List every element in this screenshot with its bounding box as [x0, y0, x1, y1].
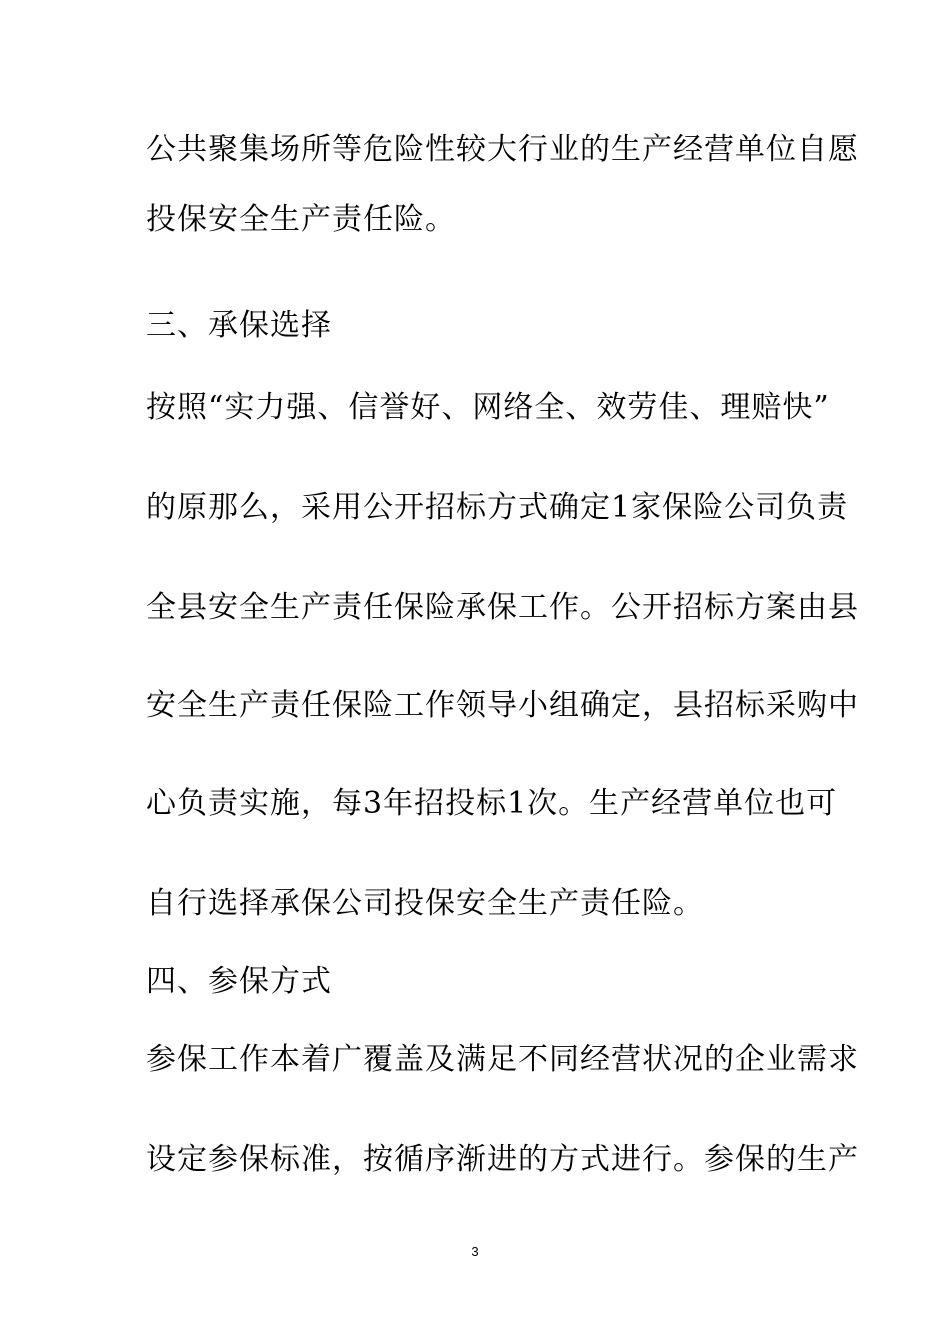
page-number: 3	[471, 1244, 479, 1259]
paragraph-line: 投保安全生产责任险。	[146, 202, 456, 237]
paragraph-line: 公共聚集场所等危险性较大行业的生产经营单位自愿	[146, 132, 859, 167]
paragraph-line: 参保工作本着广覆盖及满足不同经营状况的企业需求	[146, 1042, 859, 1077]
paragraph-line: 全县安全生产责任保险承保工作。公开招标方案由县	[146, 590, 859, 625]
section-heading: 三、承保选择	[146, 308, 332, 343]
paragraph-line: 安全生产责任保险工作领导小组确定，县招标采购中	[146, 688, 859, 723]
paragraph-line: 设定参保标准，按循序渐进的方式进行。参保的生产	[146, 1142, 859, 1177]
paragraph-line: 的原那么，采用公开招标方式确定1家保险公司负责	[146, 490, 849, 525]
paragraph-line: 心负责实施，每3年招投标1次。生产经营单位也可	[146, 786, 838, 821]
paragraph-line: 自行选择承保公司投保安全生产责任险。	[146, 886, 704, 921]
section-heading: 四、参保方式	[146, 964, 332, 999]
paragraph-line: 按照“实力强、信誉好、网络全、效劳佳、理赔快”	[146, 390, 830, 425]
